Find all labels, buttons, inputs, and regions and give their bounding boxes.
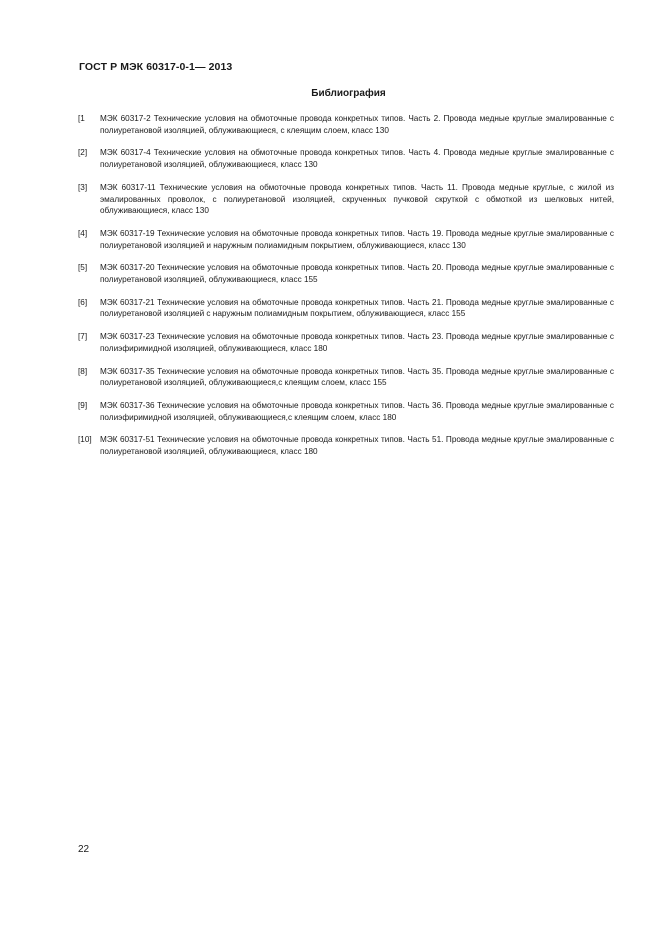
bibliography-entry <box>78 366 614 389</box>
entry-number: [7] <box>78 332 88 342</box>
entry-text: МЭК 60317-19 Технические условия на обмоточные провода конкретных типов. Часть 19. Провода медные круглые эмалированные с полиуретановой изоляцией и наружным полиамидным покрытием, облуживающиеся, класс 130 <box>100 228 614 250</box>
bibliography-entry <box>78 434 614 457</box>
entry-text: МЭК 60317-11 Технические условия на обмоточные провода конкретных типов. Часть 11. Провода медные круглые, с жилой из эмалированных проволок, с полиуретановой изоляцией, скрученных пучковой скруткой с обмоткой из шелковых нитей, облуживающиеся, класс 130 <box>100 182 614 216</box>
entry-text: МЭК 60317-51 Технические условия на обмоточные провода конкретных типов. Часть 51. Провода медные круглые эмалированные с полиуретановой изоляцией, облуживающиеся, класс 180 <box>100 435 614 457</box>
entry-number: [10] <box>78 435 92 445</box>
entry-text: МЭК 60317-4 Технические условия на обмоточные провода конкретных типов. Часть 4. Провода медные круглые эмалированные с полиуретановой изоляцией, облуживающиеся, класс 130 <box>100 148 614 170</box>
bibliography-entry <box>78 262 614 285</box>
entry-text: МЭК 60317-21 Технические условия на обмоточные провода конкретных типов. Часть 21. Провода медные круглые эмалированные с полиуретановой изоляцией с наружным полиамидным покрытием, облуживающиеся, класс 155 <box>100 297 614 319</box>
bibliography-entry <box>78 400 614 423</box>
entry-text: МЭК 60317-20 Технические условия на обмоточные провода конкретных типов. Часть 20. Провода медные круглые эмалированные с полиуретановой изоляцией, облуживающиеся, класс 155 <box>100 263 614 285</box>
entry-number: [6] <box>78 297 88 307</box>
entry-text: МЭК 60317-2 Технические условия на обмоточные провода конкретных типов. Часть 2. Провода медные круглые эмалированные с полиуретановой изоляцией, облуживающиеся, с клеящим слоем, класс 130 <box>100 114 614 135</box>
entry-number: [9] <box>78 400 88 410</box>
bibliography-entry <box>78 147 614 170</box>
entry-number: [3] <box>78 182 88 192</box>
bibliography-entry <box>78 331 614 354</box>
entry-text: МЭК 60317-35 Технические условия на обмоточные провода конкретных типов. Часть 35. Провода медные круглые эмалированные с полиуретановой изоляцией, облуживающиеся,с клеящим слоем, класс 155 <box>100 366 614 388</box>
entry-text: МЭК 60317-36 Технические условия на обмоточные провода конкретных типов. Часть 36. Провода медные круглые эмалированные с полиэфиримидной изоляцией, облуживающиеся,с клеящим слоем, класс 180 <box>100 400 614 422</box>
entry-number: [2] <box>78 148 88 158</box>
entry-number: [5] <box>78 263 88 273</box>
bibliography-list <box>78 113 614 469</box>
entry-text: МЭК 60317-23 Технические условия на обмоточные провода конкретных типов. Часть 23. Провода медные круглые эмалированные с полиэфиримидной изоляцией, облуживающиеся, класс 180 <box>100 332 614 353</box>
entry-number: [1 <box>78 114 85 123</box>
bibliography-entry <box>78 297 614 320</box>
section-title: Библиография <box>311 88 386 99</box>
document-header: ГОСТ Р МЭК 60317-0-1— 2013 <box>79 61 233 73</box>
page-number: 22 <box>78 844 90 855</box>
entry-number: [8] <box>78 366 88 376</box>
entry-number: [4] <box>78 228 88 238</box>
bibliography-entry <box>78 228 614 251</box>
bibliography-entry <box>78 113 614 136</box>
bibliography-entry <box>78 182 614 217</box>
